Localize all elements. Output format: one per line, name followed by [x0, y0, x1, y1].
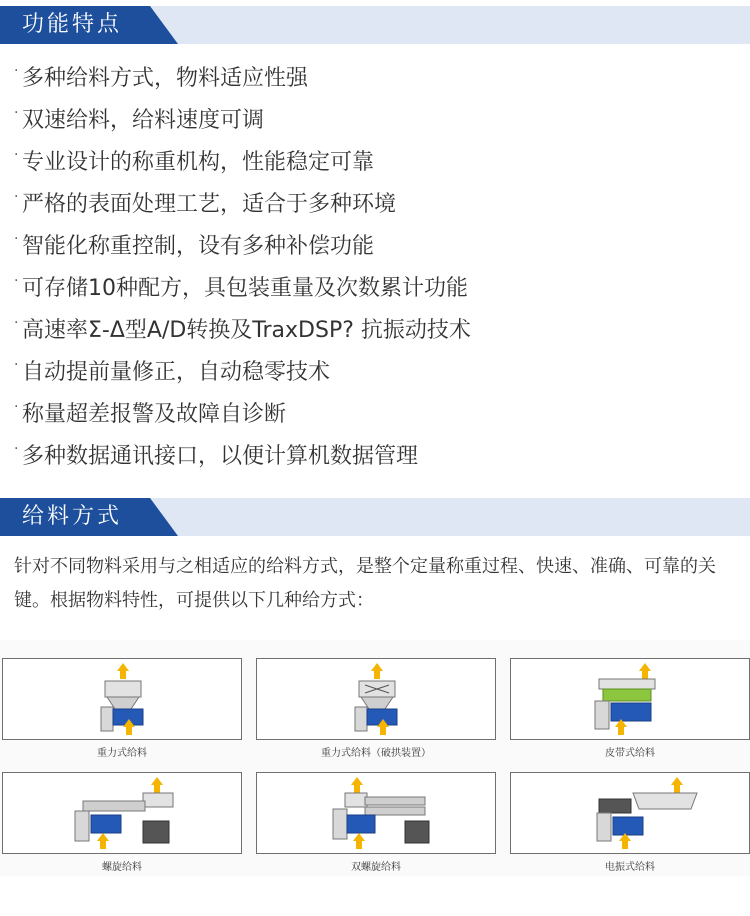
feed-method-image-gravity: [2, 658, 242, 740]
feature-text: 高速率Σ-Δ型A/D转换及TraxDSP? 抗振动技术: [22, 318, 471, 343]
intro-paragraph: 针对不同物料采用与之相适应的给料方式，是整个定量称重过程、快速、准确、可靠的关键。根据物料特性，可提供以下几种给方式：: [14, 556, 716, 611]
feature-item: [14, 394, 734, 436]
feed-method-image-twin-screw: [256, 772, 496, 854]
feature-text: 双速给料，给料速度可调: [22, 108, 265, 133]
feed-method-image-belt: [510, 658, 750, 740]
bullet-dot: ·: [14, 63, 19, 79]
feature-item: [14, 226, 734, 268]
gravity-feeder-icon: [93, 663, 153, 735]
feed-method-caption: 双螺旋给料: [351, 862, 401, 873]
feed-method-caption: 螺旋给料: [102, 862, 142, 873]
screw-feeder-icon: [69, 777, 179, 849]
bullet-dot: ·: [14, 273, 19, 289]
feature-item: [14, 310, 734, 352]
feed-method-image-gravity-arch-breaker: [256, 658, 496, 740]
twin-screw-feeder-icon: [327, 777, 437, 849]
feature-item: [14, 184, 734, 226]
feed-method-caption: 电振式给料: [605, 862, 655, 873]
feature-text: 自动提前量修正，自动稳零技术: [22, 360, 331, 385]
feature-text: 智能化称重控制，设有多种补偿功能: [22, 234, 375, 259]
feed-method-caption: 重力式给料: [97, 748, 147, 759]
section-header-features: [0, 6, 750, 44]
feature-item: [14, 436, 734, 478]
feed-method-caption: 重力式给料（破拱装置）: [321, 748, 431, 759]
feed-method-caption: 皮带式给料: [605, 748, 655, 759]
vibratory-feeder-icon: [593, 777, 703, 849]
feature-text: 严格的表面处理工艺，适合于多种环境: [22, 192, 397, 217]
feature-text: 称量超差报警及故障自诊断: [22, 402, 287, 427]
gravity-feeder-arch-breaker-icon: [347, 663, 407, 735]
feed-method-image-screw: [2, 772, 242, 854]
feature-item: [14, 268, 734, 310]
feature-text: 多种数据通讯接口，以便计算机数据管理: [22, 444, 419, 469]
feature-text: 专业设计的称重机构，性能稳定可靠: [22, 150, 375, 175]
bullet-dot: ·: [14, 357, 19, 373]
feature-item: [14, 100, 734, 142]
section-header-feeding: [0, 498, 750, 536]
bullet-dot: ·: [14, 399, 19, 415]
feature-item: [14, 142, 734, 184]
feature-item: [14, 352, 734, 394]
section-title: 功能特点: [22, 12, 123, 37]
bullet-dot: ·: [14, 315, 19, 331]
bullet-dot: ·: [14, 441, 19, 457]
feature-text: 多种给料方式，物料适应性强: [22, 66, 309, 91]
bullet-dot: ·: [14, 147, 19, 163]
bullet-dot: ·: [14, 105, 19, 121]
belt-feeder-icon: [593, 663, 663, 735]
feature-item: [14, 58, 734, 100]
feature-text: 可存储10种配方，具包装重量及次数累计功能: [22, 276, 468, 301]
bullet-dot: ·: [14, 189, 19, 205]
bullet-dot: ·: [14, 231, 19, 247]
feed-method-image-vibratory: [510, 772, 750, 854]
feature-list: [14, 58, 734, 478]
section-title: 给料方式: [22, 504, 123, 529]
